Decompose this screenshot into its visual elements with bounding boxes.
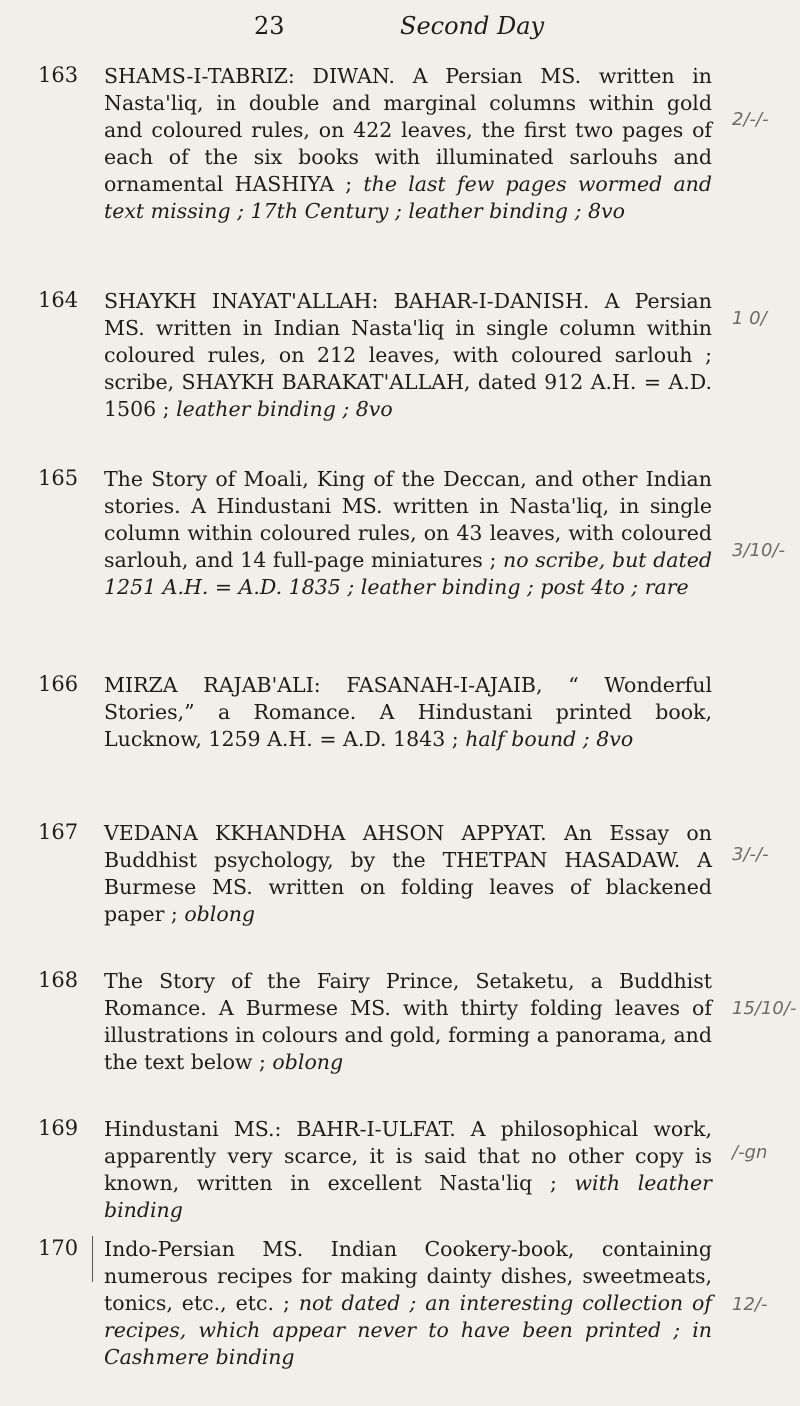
lot-entry (0, 1116, 800, 1222)
lot-body: An Essay on Buddhist psychology, by the THETPAN HASADAW. A Burmese MS. written on folding leaves of blackened paper ; (104, 821, 712, 926)
lot-condition: oblong (177, 902, 256, 926)
lot-body: A Hindustani MS. written in Nasta'liq, in single column within coloured rules, on 43 leaves, with coloured sarlouh, and 14 full-page miniatures ; (104, 494, 712, 572)
lot-body: A Persian MS. written in Nasta'liq, in double and marginal columns within gold and coloured rules, on 422 leaves, the first two pages of each of the six books with illuminated sarlouhs and ornamental HASHIYA ; (104, 64, 712, 196)
lot-entry (0, 63, 800, 268)
lot-description (104, 288, 712, 423)
lot-number: 170 (38, 1236, 79, 1260)
lot-description (104, 672, 712, 753)
lot-condition: with leather binding (104, 1171, 712, 1222)
pencil-bracket-mark (84, 1236, 93, 1282)
lot-description (104, 1116, 712, 1224)
lot-body: “ Wonderful Stories,” a Romance. A Hindustani printed book, Lucknow, 1259 A.H. = A.D. 1843 ; (104, 673, 712, 751)
lot-number: 166 (38, 672, 79, 696)
lot-heading: MIRZA RAJAB'ALI: FASANAH-I-AJAIB, (104, 673, 543, 697)
page-header (0, 12, 800, 52)
lot-description (104, 1236, 712, 1371)
lot-condition: half bound ; 8vo (458, 727, 634, 751)
lot-number: 169 (38, 1116, 79, 1140)
lot-entry (0, 968, 800, 1096)
lot-heading: The Story of the Fairy Prince, Setaketu, a Buddhist Romance. (104, 969, 712, 1020)
lot-number: 165 (38, 466, 79, 490)
lot-heading: SHAYKH INAYAT'ALLAH: BAHAR-I-DANISH. (104, 289, 590, 313)
running-title: Second Day (400, 12, 545, 40)
lot-entry (0, 466, 800, 652)
lot-entry (0, 1236, 800, 1386)
lot-body: Indian Cookery-book, containing numerous recipes for making dainty dishes, sweetmeats, tonics, etc., etc. ; (104, 1237, 712, 1315)
lot-entry (0, 288, 800, 446)
price-annotation: /-gn (732, 1142, 768, 1163)
lot-description (104, 968, 712, 1076)
lot-condition: leather binding ; 8vo (169, 397, 393, 421)
lot-condition: not dated ; an interesting collection of recipes, which appear never to have been printed ; in Cashmere binding (104, 1291, 712, 1369)
lot-number: 168 (38, 968, 79, 992)
price-annotation: 1 0/ (732, 308, 767, 329)
lot-heading: The Story of Moali, King of the Deccan, and other Indian stories. (104, 467, 712, 518)
lot-entry (0, 820, 800, 948)
lot-number: 167 (38, 820, 79, 844)
lot-body: A Burmese MS. with thirty folding leaves of illustrations in colours and gold, forming a panorama, and the text below ; (104, 996, 712, 1074)
price-annotation: 15/10/- (732, 998, 797, 1019)
catalogue-entries (0, 63, 800, 1406)
lot-heading: Indo-Persian MS. (104, 1237, 304, 1261)
price-annotation: 12/- (732, 1294, 768, 1315)
lot-description (104, 63, 712, 225)
price-annotation: 3/10/- (732, 540, 785, 561)
lot-condition: no scribe, but dated 1251 A.H. = A.D. 1835 ; leather binding ; post 4to ; rare (104, 548, 712, 599)
lot-number: 164 (38, 288, 79, 312)
lot-condition: the last few pages wormed and text missing ; 17th Century ; leather binding ; 8vo (104, 172, 712, 223)
lot-heading: SHAMS-I-TABRIZ: DIWAN. (104, 64, 396, 88)
price-annotation: 3/-/- (732, 844, 769, 865)
lot-condition: oblong (265, 1050, 344, 1074)
page-number: 23 (254, 12, 285, 40)
lot-body: A philosophical work, apparently very scarce, it is said that no other copy is known, written in excellent Nasta'liq ; (104, 1117, 712, 1195)
lot-heading: Hindustani MS.: BAHR-I-ULFAT. (104, 1117, 456, 1141)
lot-number: 163 (38, 63, 79, 87)
lot-heading: VEDANA KKHANDHA AHSON APPYAT. (104, 821, 547, 845)
lot-entry (0, 672, 800, 800)
lot-body: A Persian MS. written in Indian Nasta'liq in single column within coloured rules, on 212 leaves, with coloured sarlouh ; scribe, SHAYKH BARAKAT'ALLAH, dated 912 A.H. = A.D. 1506 ; (104, 289, 712, 421)
lot-description (104, 466, 712, 601)
price-annotation: 2/-/- (732, 109, 769, 130)
lot-description (104, 820, 712, 928)
